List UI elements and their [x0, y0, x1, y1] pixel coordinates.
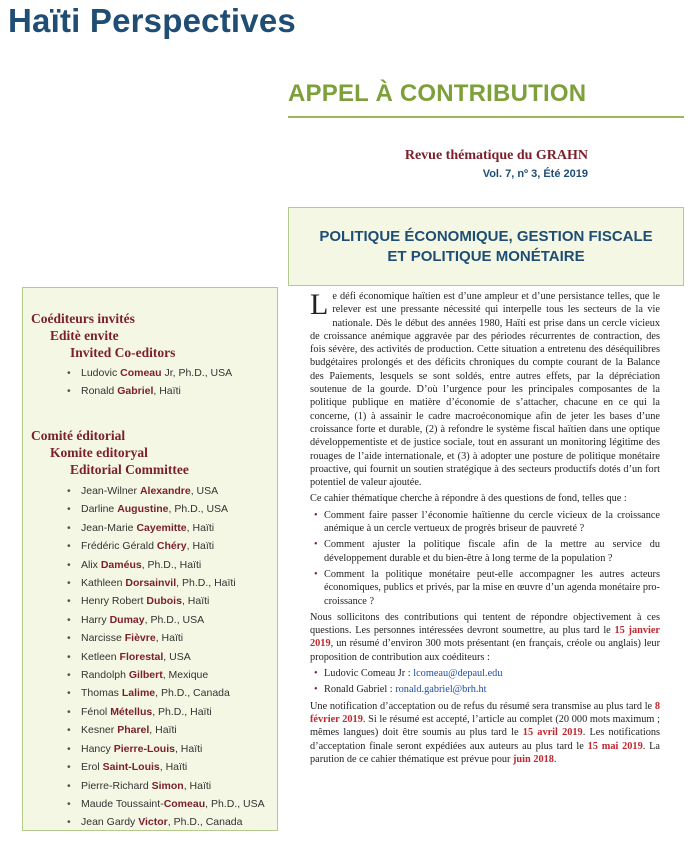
drop-cap: L — [310, 288, 329, 321]
notification-paragraph — [310, 700, 660, 766]
contact-item — [310, 667, 660, 680]
member-item — [67, 648, 265, 666]
member-item — [67, 611, 265, 629]
member-last-name: Dorsainvil — [125, 577, 177, 590]
contact-email-link[interactable]: ronald.gabriel@brh.ht — [395, 684, 487, 696]
member-item — [67, 574, 265, 592]
member-first-name: Fénol — [81, 705, 111, 718]
title-rule — [288, 116, 684, 118]
member-last-name: Florestal — [119, 650, 164, 663]
intro-text: e défi économique haïtien est d’une ampleur et d’une persistance telles, que le relever est une pressante nécessité qui interpelle tous les secteurs de la vie nationale. Dès le début des années 1980, Haïti est prise dans un cercle vicieux de croissance anémique aggravée par des périodes récurrentes de contraction, des fois sévère, des activités de production. Cette situation a entretenu des déséquilibres budgétaires prolongés et des déficits chroniques du compte courant de la Balance des Paiements, lesquels se sont soldés, entre autres effets, par la dépréciation soutenue de la gourde. D’où l’urgence pour les principales composantes de la politique publique en matière d’économie de s’attacher, chacune en ce qui la concerne, (1) à assainir le cadre macroéconomique afin de jeter les bases d’une croissance forte et durable, (2) à refondre le système fiscal haïtien dans une optique développementiste et de justice sociale, tout en assurant un monitoring légitime des rouages de l’aide internationale, et (3) à adopter une posture de politique monétaire proactive, qui fournit un soutien stratégique à des secteurs productifs dotés d’un fort potentiel de valeur ajoutée. — [310, 291, 660, 489]
member-last-name: Gabriel — [117, 385, 154, 398]
questions-intro: Ce cahier thématique cherche à répondre à des questions de fond, telles que : — [310, 493, 627, 505]
member-last-name: Gilbert — [128, 669, 163, 682]
contact-email-link[interactable]: lcomeau@depaul.edu — [413, 668, 503, 680]
deadline-article: 15 avril 2019 — [522, 727, 583, 739]
question-item: • Comment faire passer l’économie haïtienne du cercle vicieux de la croissance anémique à un cercle vertueux de progrès briseur de pauvreté ? — [310, 509, 660, 536]
member-item — [67, 364, 232, 382]
member-first-name: Erol — [81, 761, 103, 774]
member-last-name: Comeau — [163, 797, 206, 810]
contacts-list — [310, 667, 660, 697]
theme-line-1: POLITIQUE ÉCONOMIQUE, GESTION FISCALE — [319, 227, 653, 245]
member-affiliation: , Ph.D., Canada — [167, 816, 243, 829]
notif-text-b: . Si le résumé est accepté, l’article au complet (20 000 mots maximum ; mêmes langues) doit être soumis au plus tard le — [310, 713, 660, 739]
coeditors-heading-en: Invited Co-editors — [70, 345, 176, 360]
member-last-name: Pierre-Louis — [113, 742, 175, 755]
member-first-name: Hancy — [81, 742, 114, 755]
member-item — [67, 537, 265, 555]
member-last-name: Daméus — [100, 558, 142, 571]
notif-text-e: . — [553, 753, 557, 765]
member-first-name: Narcisse — [81, 632, 125, 645]
member-affiliation: , Ph.D., USA — [144, 613, 205, 626]
member-item — [67, 758, 265, 776]
member-last-name: Chéry — [156, 540, 187, 553]
member-item — [67, 777, 265, 795]
member-affiliation: , Haïti — [155, 632, 184, 645]
member-item — [67, 721, 265, 739]
member-last-name: Alexandre — [139, 485, 191, 497]
publication-date: juin 2018 — [513, 753, 554, 765]
member-last-name: Lalime — [121, 687, 156, 700]
member-first-name: Jean-Marie — [81, 521, 137, 534]
member-last-name: Dumay — [109, 613, 145, 626]
member-last-name: Fièvre — [124, 632, 156, 645]
member-last-name: Augustine — [117, 503, 169, 516]
notif-text-c: . Les notifications d’acceptation finale seront expédiées aux auteurs au plus tard le — [310, 727, 660, 752]
coeditors-list — [67, 364, 232, 401]
member-item — [67, 703, 265, 721]
member-affiliation: , Ph.D., Canada — [155, 687, 230, 700]
member-last-name: Métellus — [110, 705, 153, 718]
member-item — [67, 592, 265, 610]
member-first-name: Ludovic — [81, 367, 121, 379]
member-first-name: Kathleen — [81, 577, 126, 590]
member-item — [67, 519, 265, 537]
member-item — [67, 500, 265, 518]
member-item — [67, 684, 265, 702]
member-affiliation: , USA — [190, 485, 219, 497]
coeditors-heading-fr: Coéditeurs invités — [31, 311, 135, 326]
volume-info: Vol. 7, nº 3, Été 2019 — [482, 168, 588, 180]
theme-box — [288, 207, 684, 286]
member-last-name: Simon — [151, 779, 184, 792]
deadline-summary: 15 janvier 2019 — [310, 625, 660, 650]
member-affiliation: , Ph.D., USA — [205, 797, 265, 810]
notif-text-a: Une notification d’acceptation ou de refus du résumé sera transmise au plus tard le — [310, 700, 655, 712]
member-item — [67, 482, 265, 500]
member-last-name: Victor — [138, 816, 168, 829]
member-last-name: Saint-Louis — [102, 761, 160, 774]
member-affiliation: , Haïti — [174, 742, 203, 755]
deadline-final: 15 mai 2019 — [587, 740, 643, 752]
member-affiliation: , Haïti — [153, 385, 181, 398]
member-first-name: Frédéric Gérald — [81, 540, 157, 553]
member-affiliation: , Haïti — [159, 761, 188, 774]
member-first-name: Ronald — [81, 385, 118, 398]
questions-list — [310, 509, 660, 608]
member-affiliation: , Ph.D., USA — [168, 503, 229, 516]
notif-text-d: . La parution de ce cahier thématique est prévue pour — [310, 740, 660, 765]
call-title: APPEL À CONTRIBUTION — [288, 80, 587, 107]
member-first-name: Ketleen — [81, 650, 120, 663]
solicit-text-b: , un résumé d’environ 300 mots présentant (en français, créole ou anglais) leur proposition de contribution aux coéditeurs : — [310, 638, 660, 663]
member-first-name: Maude Toussaint- — [81, 797, 164, 810]
member-first-name: Jean Gardy — [81, 816, 139, 829]
member-affiliation: , Haïti — [186, 540, 215, 553]
question-item: • Comment ajuster la politique fiscale afin de la mettre au service du développement durable et du bien-être à long terme de la population ? — [310, 538, 660, 565]
editors-sidebar — [22, 287, 278, 831]
member-affiliation: , Haïti — [183, 779, 212, 792]
committee-heading-fr: Comité éditorial — [31, 428, 126, 443]
member-first-name: Alix — [81, 558, 101, 571]
member-first-name: Randolph — [81, 669, 129, 682]
member-first-name: Harry — [81, 613, 110, 626]
journal-title: Haïti Perspectives — [8, 2, 296, 39]
member-item — [67, 556, 265, 574]
member-first-name: Pierre-Richard — [81, 779, 152, 792]
member-item — [67, 382, 232, 400]
solicit-text-a: Nous sollicitons des contributions qui tentent de répondre objectivement à ces questions. Les personnes intéressées devront soumettre, au plus tard le — [310, 611, 660, 637]
member-affiliation: , Haïti — [181, 595, 210, 608]
contact-item — [310, 683, 660, 696]
member-item — [67, 629, 265, 647]
member-affiliation: , Haïti — [186, 521, 215, 534]
member-affiliation: Jr, Ph.D., USA — [161, 367, 233, 379]
review-name: Revue thématique du GRAHN — [404, 148, 588, 163]
member-first-name: Jean-Wilner — [81, 485, 140, 497]
member-item — [67, 795, 265, 813]
member-last-name: Pharel — [117, 724, 150, 737]
member-last-name: Comeau — [120, 367, 162, 379]
member-first-name: Henry Robert — [81, 595, 147, 608]
solicit-paragraph — [310, 611, 660, 664]
committee-heading-ht: Komite editoryal — [50, 445, 148, 460]
intro-paragraph — [310, 290, 660, 489]
deadline-notification: 8 février 2019 — [310, 700, 660, 725]
member-first-name: Thomas — [81, 687, 122, 700]
member-affiliation: , Ph.D., Haïti — [152, 705, 212, 718]
article-body — [310, 290, 660, 766]
member-affiliation: , Haïti — [149, 724, 177, 737]
theme-line-2: ET POLITIQUE MONÉTAIRE — [387, 247, 585, 265]
committee-heading-en: Editorial Committee — [70, 462, 189, 477]
committee-list — [67, 482, 265, 832]
member-item — [67, 813, 265, 831]
member-affiliation: , Ph.D., Haïti — [176, 577, 236, 590]
member-last-name: Dubois — [146, 595, 182, 608]
member-first-name: Darline — [81, 503, 118, 516]
member-item — [67, 740, 265, 758]
member-first-name: Kesner — [81, 724, 118, 737]
contact-name: Ludovic Comeau Jr : — [324, 668, 414, 680]
contact-name: Ronald Gabriel : — [324, 684, 396, 696]
member-affiliation: , Mexique — [162, 669, 209, 682]
member-affiliation: , Ph.D., Haïti — [141, 558, 202, 571]
coeditors-heading-ht: Editè envite — [50, 328, 119, 343]
member-last-name: Cayemitte — [136, 521, 187, 534]
question-item: • Comment la politique monétaire peut-elle accompagner les autres acteurs économiques, publics et privés, par la mise en œuvre d’un agenda monétaire pro-croissance ? — [310, 568, 660, 608]
member-affiliation: , USA — [163, 650, 191, 663]
member-item — [67, 666, 265, 684]
